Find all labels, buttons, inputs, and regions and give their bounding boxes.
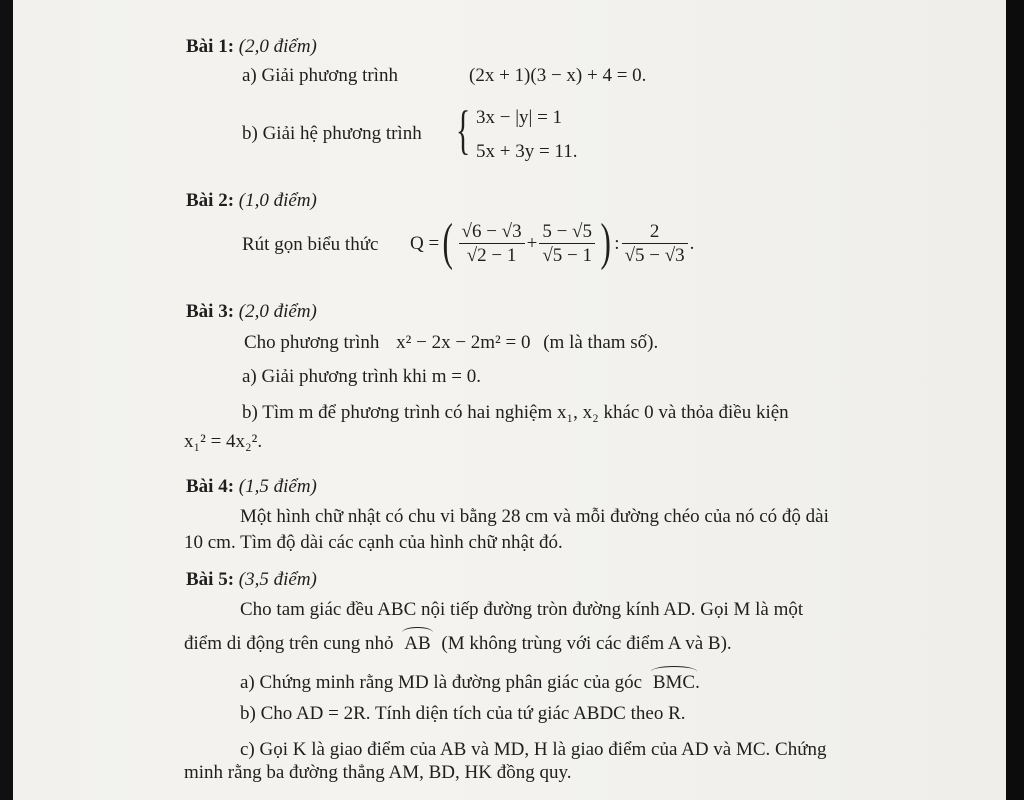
problem-4-points: (1,5 điểm): [238, 476, 317, 497]
problem-5-heading: [186, 570, 317, 589]
problem-5a-pre: a) Chứng minh rằng MD là đường phân giác của góc: [240, 672, 643, 693]
problem-2-heading: [186, 191, 317, 210]
problem-4-label: Bài 4:: [186, 476, 235, 497]
problem-3b-line-2: x₁² = 4x₂².: [184, 431, 263, 452]
problem-3-heading: [186, 302, 317, 321]
fraction-1-denominator: √2 − 1: [466, 244, 517, 266]
fraction-2: [539, 222, 595, 265]
left-dark-edge: [0, 0, 13, 800]
right-paren: ): [600, 214, 611, 271]
system-brace: {: [456, 100, 471, 160]
fraction-3-numerator: 2: [622, 222, 688, 244]
problem-5-line-2-pre: điểm di động trên cung nhỏ: [184, 633, 394, 654]
fraction-3-denominator: √5 − √3: [624, 244, 685, 266]
angle-bmc: BMC: [653, 669, 695, 692]
fraction-2-numerator: 5 − √5: [539, 222, 595, 244]
problem-5b-text: b) Cho AD = 2R. Tính diện tích của tứ giác ABDC theo R.: [240, 703, 686, 724]
problem-3-equation: x² − 2x − 2m² = 0: [396, 332, 531, 353]
problem-5-line-2: [184, 630, 732, 653]
problem-3a-text: a) Giải phương trình khi m = 0.: [242, 366, 481, 387]
problem-1b-equation-2: 5x + 3y = 11.: [476, 141, 578, 162]
q-symbol: Q =: [410, 232, 440, 254]
problem-5-line-1: Cho tam giác đều ABC nội tiếp đường tròn đường kính AD. Gọi M là một: [240, 599, 804, 620]
fraction-1: [459, 222, 525, 265]
problem-4-line-2: 10 cm. Tìm độ dài các cạnh của hình chữ nhật đó.: [184, 532, 563, 553]
problem-5a-post: .: [695, 672, 700, 693]
problem-2-label: Bài 2:: [186, 190, 235, 211]
arc-ab: AB: [404, 630, 430, 653]
problem-3b-line-1: b) Tìm m để phương trình có hai nghiệm x₁, x₂ khác 0 và thỏa điều kiện: [242, 402, 789, 423]
fraction-2-denominator: √5 − 1: [542, 244, 592, 266]
problem-3-intro-post: (m là tham số).: [543, 332, 659, 353]
problem-5c-line-1: c) Gọi K là giao điểm của AB và MD, H là giao điểm của AD và MC. Chứng: [240, 739, 827, 760]
problem-1b-equation-1: 3x − |y| = 1: [476, 107, 563, 128]
problem-2-points: (1,0 điểm): [238, 190, 317, 211]
problem-1a-text: a) Giải phương trình: [242, 65, 398, 86]
problem-1-points: (2,0 điểm): [238, 36, 317, 57]
problem-4-line-1: Một hình chữ nhật có chu vi bằng 28 cm và mỗi đường chéo của nó có độ dài: [240, 506, 829, 527]
problem-4-heading: [186, 477, 317, 496]
right-dark-edge: [1006, 0, 1024, 800]
division-sign: :: [614, 232, 620, 254]
problem-5a-text: [240, 669, 700, 692]
problem-2-text: Rút gọn biểu thức: [242, 234, 379, 255]
fraction-1-numerator: √6 − √3: [459, 222, 525, 244]
problem-3-intro-pre: Cho phương trình: [244, 332, 380, 353]
problem-3-intro: [244, 333, 658, 352]
problem-1-label: Bài 1:: [186, 36, 235, 57]
problem-5-points: (3,5 điểm): [238, 569, 317, 590]
problem-1a-equation: (2x + 1)(3 − x) + 4 = 0.: [469, 65, 647, 86]
plus-sign: +: [526, 232, 538, 254]
problem-1-heading: [186, 37, 317, 56]
problem-2-expression: [410, 210, 694, 276]
problem-5-label: Bài 5:: [186, 569, 235, 590]
left-paren: (: [442, 214, 454, 271]
problem-5-line-2-post: (M không trùng với các điểm A và B).: [441, 633, 732, 654]
fraction-3: [622, 222, 688, 265]
expression-period: .: [689, 232, 695, 254]
problem-3-label: Bài 3:: [186, 301, 235, 322]
problem-3-points: (2,0 điểm): [238, 301, 317, 322]
problem-5c-line-2: minh rằng ba đường thẳng AM, BD, HK đồng quy.: [184, 762, 572, 783]
problem-1b-text: b) Giải hệ phương trình: [242, 123, 422, 144]
